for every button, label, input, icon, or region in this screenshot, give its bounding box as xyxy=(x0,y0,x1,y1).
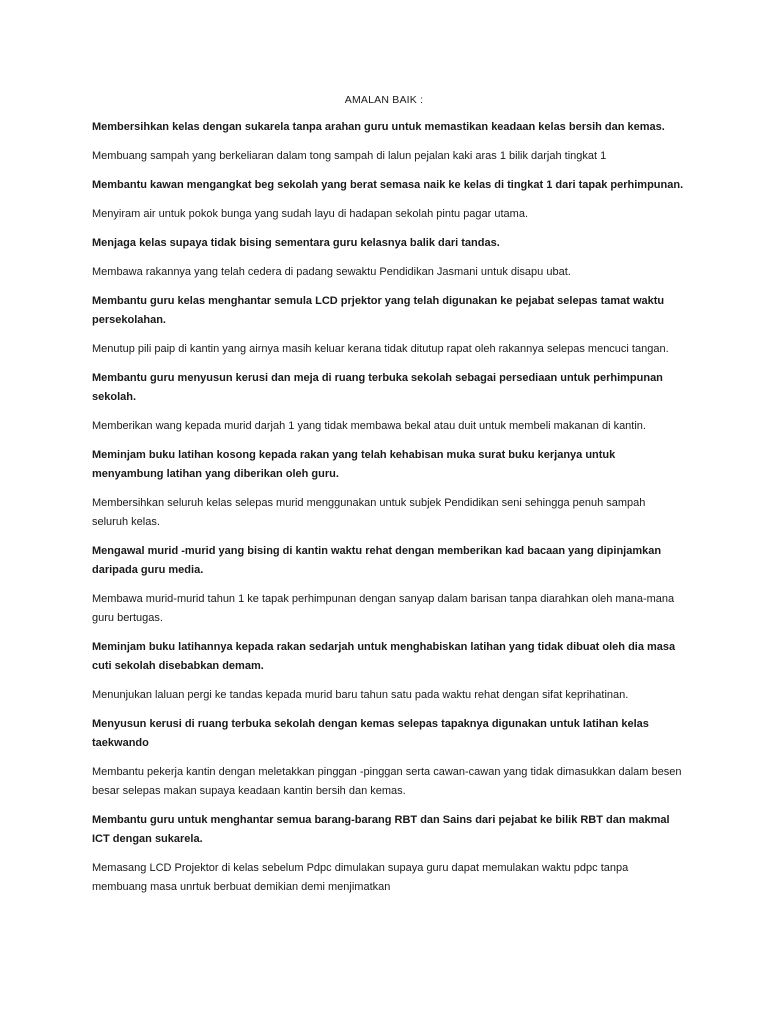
entry: Membawa rakannya yang telah cedera di padang sewaktu Pendidikan Jasmani untuk disapu ubat. xyxy=(92,266,571,278)
bold-entry: Membantu guru untuk menghantar semua barang-barang RBT dan Sains dari pejabat ke bilik RBT dan makmal ICT dengan sukarela. xyxy=(92,814,670,845)
entry: Memberikan wang kepada murid darjah 1 yang tidak membawa bekal atau duit untuk membeli makanan di kantin. xyxy=(92,420,646,432)
entry: Membuang sampah yang berkeliaran dalam tong sampah di lalun pejalan kaki aras 1 bilik darjah tingkat 1 xyxy=(92,150,607,162)
entry: Membersihkan seluruh kelas selepas murid menggunakan untuk subjek Pendidikan seni sehingga penuh sampah seluruh kelas. xyxy=(92,497,646,528)
bold-entry: Mengawal murid -murid yang bising di kantin waktu rehat dengan memberikan kad bacaan yang dipinjamkan daripada guru media. xyxy=(92,545,662,576)
bold-entry: Menyusun kerusi di ruang terbuka sekolah dengan kemas selepas tapaknya digunakan untuk latihan kelas taekwando xyxy=(92,718,649,749)
bold-entry: Meminjam buku latihan kosong kepada rakan yang telah kehabisan muka surat buku kerjanya untuk menyambung latihan yang diberikan oleh guru. xyxy=(92,449,616,480)
entry: Menutup pili paip di kantin yang airnya masih keluar kerana tidak ditutup rapat oleh rakannya selepas mencuci tangan. xyxy=(92,343,669,355)
good-deeds-list xyxy=(92,118,684,907)
bold-entry: Membantu kawan mengangkat beg sekolah yang berat semasa naik ke kelas di tingkat 1 dari tapak perhimpunan. xyxy=(92,179,684,191)
entry: Membantu pekerja kantin dengan meletakkan pinggan -pinggan serta cawan-cawan yang tidak dimasukkan dalam besen besar selepas makan supaya keadaan kantin bersih dan kemas. xyxy=(92,766,682,797)
entry: Memasang LCD Projektor di kelas sebelum Pdpc dimulakan supaya guru dapat memulakan waktu pdpc tanpa membuang masa unrtuk berbuat demikian demi menjimatkan xyxy=(92,862,629,893)
bold-entry: Meminjam buku latihannya kepada rakan sedarjah untuk menghabiskan latihan yang tidak dibuat oleh dia masa cuti sekolah disebabkan demam. xyxy=(92,641,676,672)
entry: Menunjukan laluan pergi ke tandas kepada murid baru tahun satu pada waktu rehat dengan sifat keprihatinan. xyxy=(92,689,629,701)
entry: Menyiram air untuk pokok bunga yang sudah layu di hadapan sekolah pintu pagar utama. xyxy=(92,208,529,220)
bold-entry: Menjaga kelas supaya tidak bising sementara guru kelasnya balik dari tandas. xyxy=(92,237,500,249)
bold-entry: Membersihkan kelas dengan sukarela tanpa arahan guru untuk memastikan keadaan kelas bersih dan kemas. xyxy=(92,121,665,133)
bold-entry: Membantu guru kelas menghantar semula LCD prjektor yang telah digunakan ke pejabat selepas tamat waktu persekolahan. xyxy=(92,295,665,326)
entry: Membawa murid-murid tahun 1 ke tapak perhimpunan dengan sanyap dalam barisan tanpa diarahkan oleh mana-mana guru bertugas. xyxy=(92,593,675,624)
bold-entry: Membantu guru menyusun kerusi dan meja di ruang terbuka sekolah sebagai persediaan untuk perhimpunan sekolah. xyxy=(92,372,663,403)
document-title: AMALAN BAIK : xyxy=(344,94,424,106)
